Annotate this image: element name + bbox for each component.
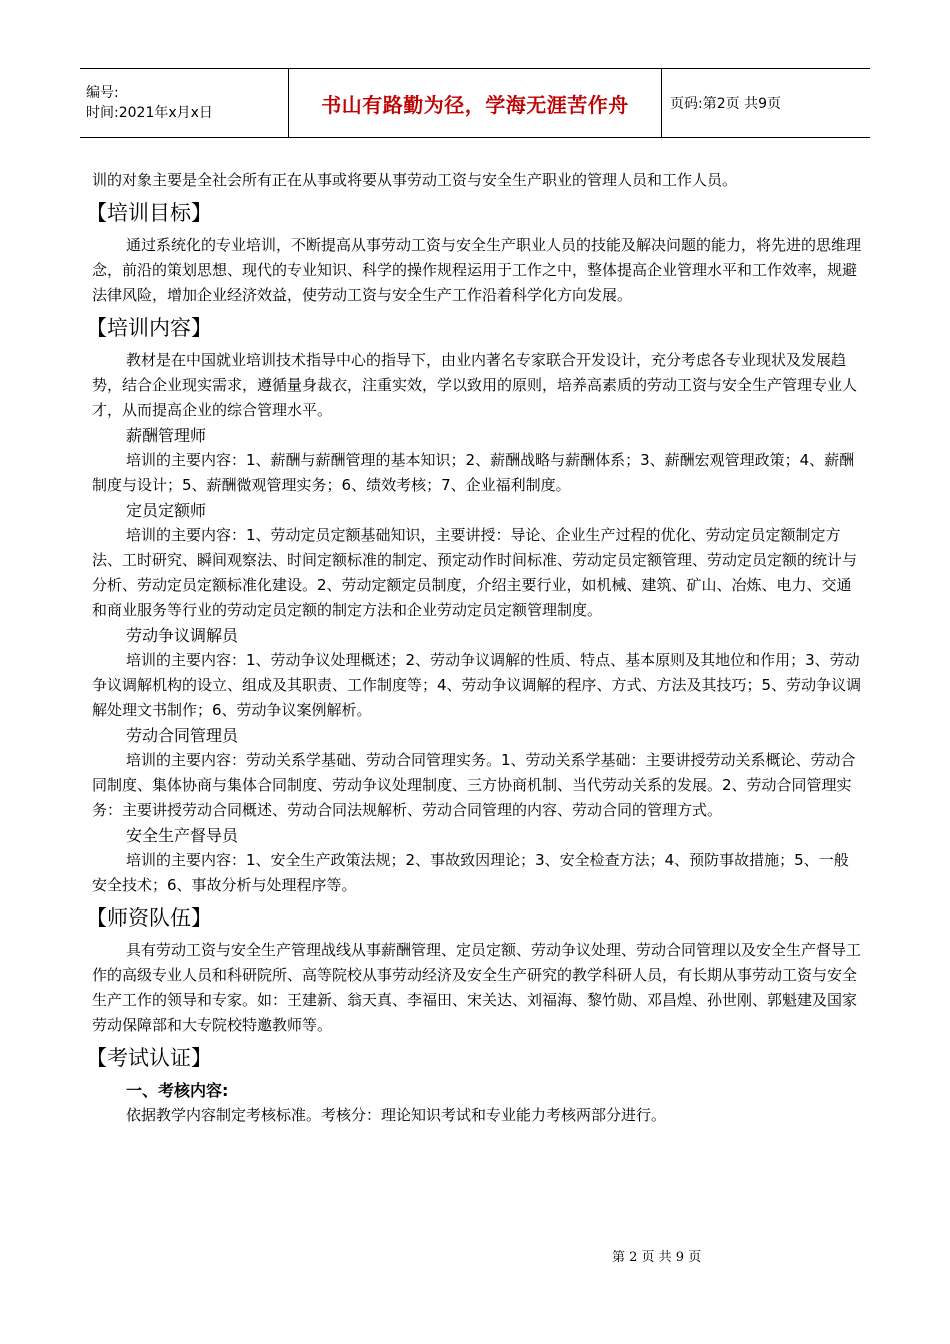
document-time-label: 时间:2021年x月x日 (86, 105, 213, 121)
section-title-faculty: 【师资队伍】 (86, 906, 212, 930)
subheading-assessment-content: 一、考核内容: (126, 1081, 229, 1100)
paragraph: 依据教学内容制定考核标准。考核分：理论知识考试和专业能力考核两部分进行。 (126, 1106, 667, 1124)
paragraph: 培训的主要内容：1、薪酬与薪酬管理的基本知识；2、薪酬战略与薪酬体系；3、薪酬宏观管理政策；4、薪酬制度与设计；5、薪酬微观管理实务；6、绩效考核；7、企业福利制度。 (92, 451, 855, 494)
paragraph: 通过系统化的专业培训，不断提高从事劳动工资与安全生产职业人员的技能及解决问题的能力，将先进的思维理念，前沿的策划思想、现代的专业知识、科学的操作规程运用于工作之中，整体提高企业管理水平和工作效率，规避法律风险，增加企业经济效益，使劳动工资与安全生产工作沿着科学化方向发展。 (92, 236, 862, 304)
paragraph: 培训的主要内容：劳动关系学基础、劳动合同管理实务。1、劳动关系学基础：主要讲授劳动关系概论、劳动合同制度、集体协商与集体合同制度、劳动争议处理制度、三方协商机制、当代劳动关系的发展。2、劳动合同管理实务：主要讲授劳动合同概述、劳动合同法规解析、劳动合同管理的内容、劳动合同的管理方式。 (92, 751, 856, 819)
page-footer: 第 2 页 共 9 页 (612, 1250, 702, 1265)
subheading-safety-supervisor: 安全生产督导员 (126, 826, 239, 845)
paragraph: 培训的主要内容：1、安全生产政策法规；2、事故致因理论；3、安全检查方法；4、预防事故措施；5、一般安全技术；6、事故分析与处理程序等。 (92, 851, 849, 894)
header-middle (289, 69, 662, 137)
subheading-contract-manager: 劳动合同管理员 (126, 726, 239, 745)
subheading-dispute-mediator: 劳动争议调解员 (126, 626, 239, 645)
paragraph: 训的对象主要是全社会所有正在从事或将要从事劳动工资与安全生产职业的管理人员和工作人员。 (92, 171, 738, 189)
document-body (86, 168, 862, 1128)
subheading-salary-manager: 薪酬管理师 (126, 426, 207, 445)
header-motto: 书山有路勤为径，学海无涯苦作舟 (321, 92, 629, 117)
section-title-training-goal: 【培训目标】 (86, 201, 212, 225)
subheading-quota-manager: 定员定额师 (126, 501, 207, 520)
section-title-certification: 【考试认证】 (86, 1046, 212, 1070)
paragraph: 培训的主要内容：1、劳动定员定额基础知识，主要讲授：导论、企业生产过程的优化、劳动定员定额制定方法、工时研究、瞬间观察法、时间定额标准的制定、预定动作时间标准、劳动定员定额管理、劳动定员定额的统计与分析、劳动定员定额标准化建设。2、劳动定额定员制度，介绍主要行业，如机械、建筑、矿山、冶炼、电力、交通和商业服务等行业的劳动定员定额的制定方法和企业劳动定员定额管理制度。 (92, 526, 858, 619)
header-page-label: 页码:第2页 共9页 (670, 96, 781, 112)
page-header (80, 68, 870, 138)
section-title-training-content: 【培训内容】 (86, 316, 212, 340)
document-number-label: 编号: (86, 85, 119, 101)
header-right (662, 69, 870, 137)
header-left (80, 69, 289, 137)
paragraph: 培训的主要内容：1、劳动争议处理概述；2、劳动争议调解的性质、特点、基本原则及其地位和作用；3、劳动争议调解机构的设立、组成及其职责、工作制度等；4、劳动争议调解的程序、方式、方法及其技巧；5、劳动争议调解处理文书制作；6、劳动争议案例解析。 (92, 651, 862, 719)
paragraph: 具有劳动工资与安全生产管理战线从事薪酬管理、定员定额、劳动争议处理、劳动合同管理以及安全生产督导工作的高级专业人员和科研院所、高等院校从事劳动经济及安全生产研究的教学科研人员，有长期从事劳动工资与安全生产工作的领导和专家。如：王建新、翁天真、李福田、宋关达、刘福海、黎竹勋、邓昌煌、孙世刚、郭魁建及国家劳动保障部和大专院校特邀教师等。 (92, 941, 862, 1034)
paragraph: 教材是在中国就业培训技术指导中心的指导下，由业内著名专家联合开发设计，充分考虑各专业现状及发展趋势，结合企业现实需求，遵循量身裁衣，注重实效，学以致用的原则，培养高素质的劳动工资与安全生产管理专业人才，从而提高企业的综合管理水平。 (92, 351, 858, 419)
